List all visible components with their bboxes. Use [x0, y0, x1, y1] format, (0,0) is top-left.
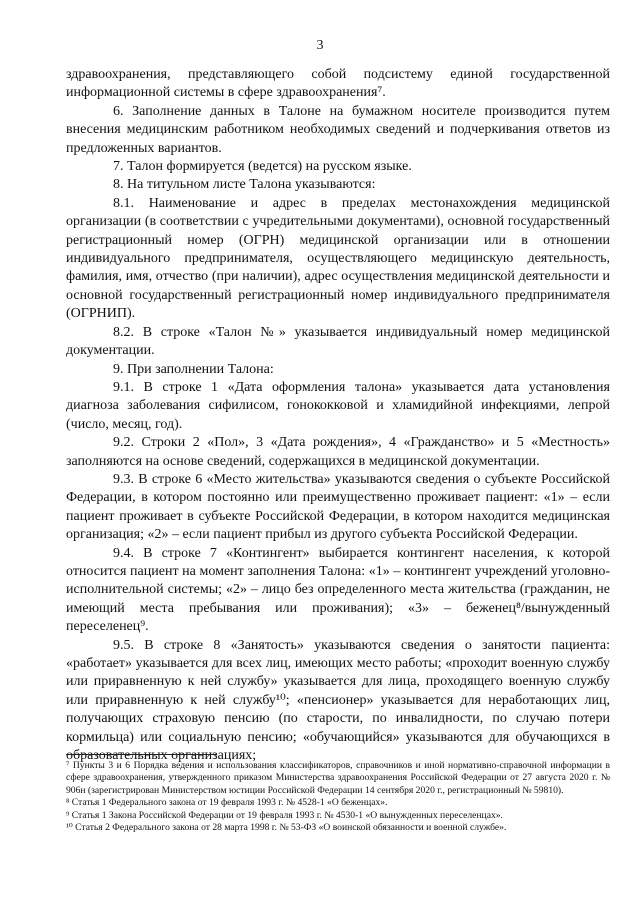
document-body [66, 66, 610, 765]
footnote-7: ⁷ Пункты 3 и 6 Порядка ведения и использования классификаторов, справочников и иной нормативно-справочной информации в сфере здравоохранения, утвержденного приказом Министерства здравоохранения Российской Федерации от 27 августа 2020 г. № 906н (зарегистрирован Министерством юстиции Российской Федерации 14 сентября 2020 г., регистрационный № 59810). [66, 760, 610, 796]
paragraph-9-4: 9.4. В строке 7 «Контингент» выбирается контингент населения, к которой относится пациент на момент заполнения Талона: «1» – контингент учреждений уголовно-исполнительной системы; «2» – лицо без определенного места жительства (гражданин, не имеющий места пребывания или проживания); «3» – беженец⁸/вынужденный переселенец⁹. [66, 545, 610, 635]
paragraph-7: 7. Талон формируется (ведется) на русском языке. [113, 159, 412, 175]
paragraph-9-3: 9.3. В строке 6 «Место жительства» указываются сведения о субъекте Российской Федерации, в котором постоянно или преимущественно проживает пациент: «1» – если пациент проживает в субъекте Российской Федерации, в котором находится медицинская организация; «2» – если пациент прибыл из другого субъекта Российской Федерации. [66, 471, 610, 543]
paragraph-9-5: 9.5. В строке 8 «Занятость» указываются сведения о занятости пациента: «работает» указывается для всех лиц, имеющих место работы; «проходит военную службу или приравненную к ней службу» указывается для лица, проходящего военную службу или приравненную к ней службу¹⁰; «пенсионер» указывается для неработающих лиц, получающих страховую пенсию (по старости, по инвалидности, по случаю потери кормильца) или социальную пенсию; «обучающийся» указываются для обучающихся в образовательных организациях; [66, 637, 610, 764]
footnote-divider [66, 754, 216, 755]
paragraph-9-1: 9.1. В строке 1 «Дата оформления талона» указывается дата установления диагноза заболевания сифилисом, гонококковой и хламидийной инфекциями, лепрой (число, месяц, год). [66, 379, 610, 432]
footnote-10: ¹⁰ Статья 2 Федерального закона от 28 марта 1998 г. № 53-ФЗ «О воинской обязанности и военной службе». [66, 822, 507, 834]
paragraph-8: 8. На титульном листе Талона указываются: [113, 177, 376, 193]
footnote-8: ⁸ Статья 1 Федерального закона от 19 февраля 1993 г. № 4528-1 «О беженцах». [66, 797, 388, 809]
footnote-9: ⁹ Статья 1 Закона Российской Федерации от 19 февраля 1993 г. № 4530-1 «О вынужденных переселенцах». [66, 809, 503, 821]
footnotes [66, 760, 610, 834]
page-number: 3 [316, 38, 324, 53]
paragraph-8-2: 8.2. В строке «Талон №» указывается индивидуальный номер медицинской документации. [66, 324, 610, 359]
paragraph-continuation: здравоохранения, представляющего собой подсистему единой государственной информационной системы в сфере здравоохранения⁷. [66, 67, 610, 101]
paragraph-8-1: 8.1. Наименование и адрес в пределах местонахождения медицинской организации (в соответствии с учредительными документами), основной государственный регистрационный номер (ОГРН) медицинской организации или в отношении индивидуального предпринимателя, осуществляющего медицинскую деятельность, фамилия, имя, отчество (при наличии), адрес осуществления медицинской деятельности и основной государственный регистрационный номер индивидуального предпринимателя (ОГРНИП). [66, 195, 610, 322]
paragraph-9-2: 9.2. Строки 2 «Пол», 3 «Дата рождения», 4 «Гражданство» и 5 «Местность» заполняются на основе сведений, содержащихся в медицинской документации. [66, 435, 610, 469]
paragraph-6: 6. Заполнение данных в Талоне на бумажном носителе производится путем внесения медицинским работником необходимых сведений и подчеркивания ответов из предложенных вариантов. [66, 103, 610, 156]
paragraph-9: 9. При заполнении Талона: [113, 361, 274, 377]
